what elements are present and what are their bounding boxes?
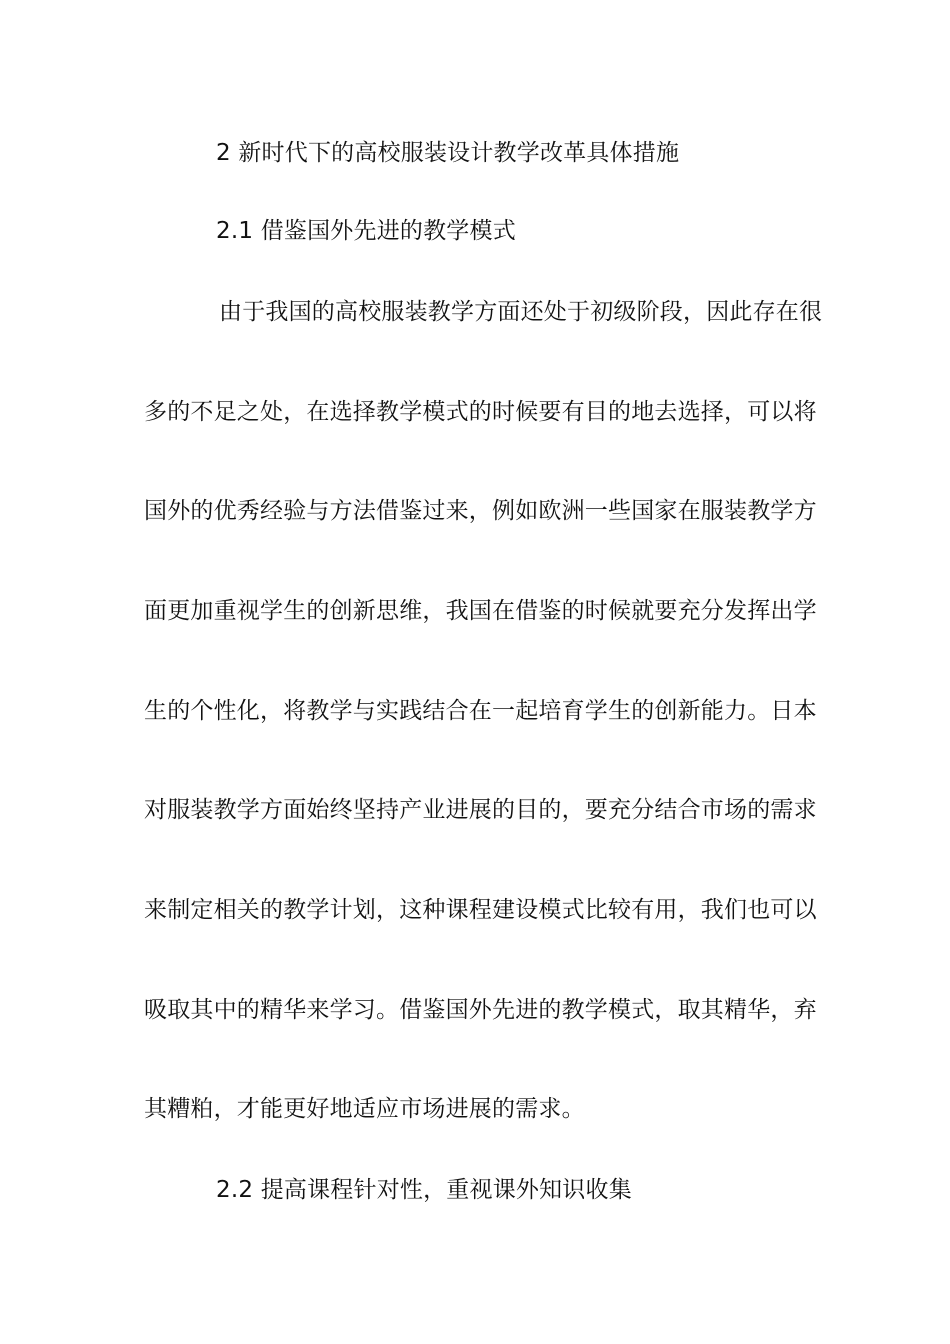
subsection-heading-2-2: 2.2 提高课程针对性，重视课外知识收集 — [216, 1177, 632, 1203]
paragraph-line: 面更加重视学生的创新思维，我国在借鉴的时候就要充分发挥出学 — [144, 598, 817, 624]
paragraph-line: 来制定相关的教学计划，这种课程建设模式比较有用，我们也可以 — [144, 897, 817, 923]
section-heading: 2 新时代下的高校服装设计教学改革具体措施 — [216, 140, 680, 166]
paragraph-line: 对服装教学方面始终坚持产业进展的目的，要充分结合市场的需求 — [144, 797, 817, 823]
subsection-heading-2-1: 2.1 借鉴国外先进的教学模式 — [216, 218, 516, 244]
paragraph-line: 多的不足之处，在选择教学模式的时候要有目的地去选择，可以将 — [144, 399, 817, 425]
paragraph-line: 吸取其中的精华来学习。借鉴国外先进的教学模式，取其精华，弃 — [144, 997, 817, 1023]
paragraph-line: 国外的优秀经验与方法借鉴过来，例如欧洲一些国家在服装教学方 — [144, 498, 817, 524]
paragraph-line: 由于我国的高校服装教学方面还处于初级阶段，因此存在很 — [219, 299, 823, 325]
paragraph-line: 生的个性化，将教学与实践结合在一起培育学生的创新能力。日本 — [144, 698, 817, 724]
paragraph-line: 其糟粕，才能更好地适应市场进展的需求。 — [144, 1096, 585, 1122]
